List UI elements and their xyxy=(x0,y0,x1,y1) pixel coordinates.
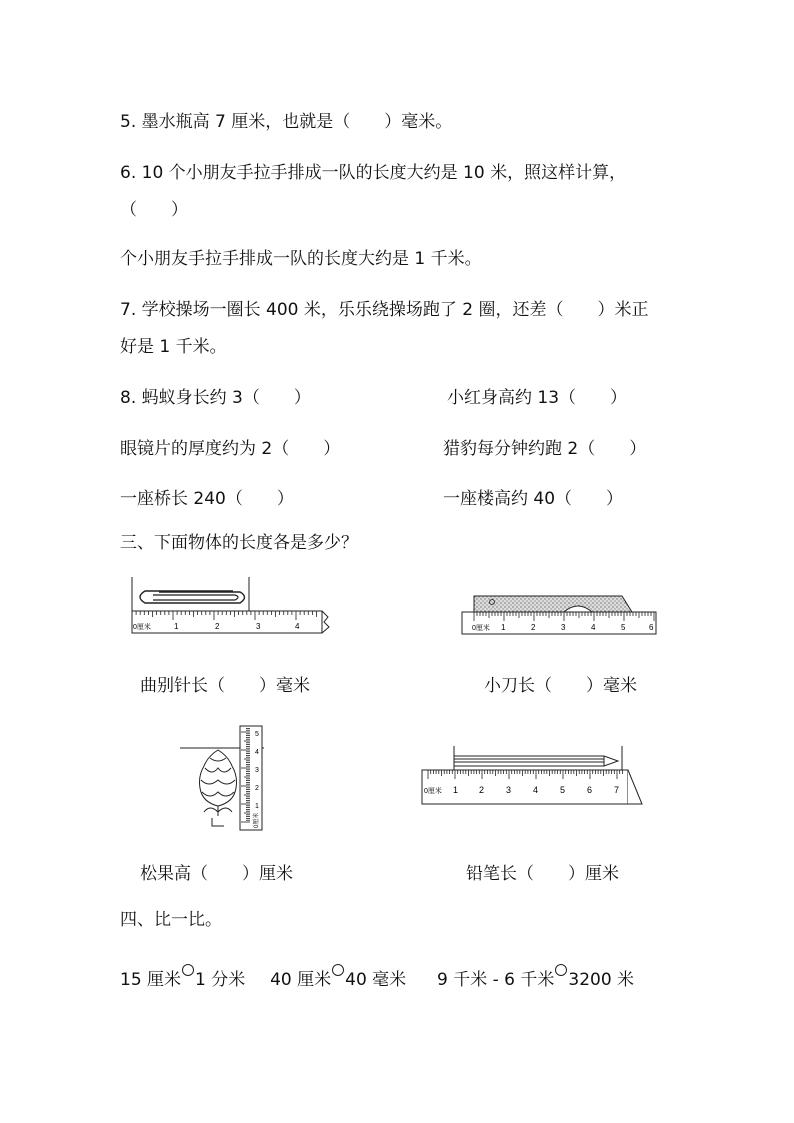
compare-3-right: 3200 米 xyxy=(568,970,635,990)
compare-circle-3[interactable] xyxy=(555,964,567,976)
ruler3-label-1: 1 xyxy=(255,803,259,810)
compare-2-left: 40 厘米 xyxy=(270,970,332,990)
question-8f: 一座楼高约 40（ ） xyxy=(443,489,624,509)
question-6-blank: （ ） xyxy=(120,200,188,220)
question-8c: 眼镜片的厚度约为 2（ ） xyxy=(120,439,341,459)
section-3-title: 三、下面物体的长度各是多少？ xyxy=(120,533,358,553)
knife-caption: 小刀长（ ）毫米 xyxy=(484,676,637,696)
ruler3-label-3: 3 xyxy=(255,767,259,774)
compare-1-right: 1 分米 xyxy=(195,970,246,990)
ruler2-label-4: 4 xyxy=(591,623,596,632)
ruler1-label-0: 0厘米 xyxy=(133,624,151,631)
paperclip-caption: 曲别针长（ ）毫米 xyxy=(140,676,310,696)
ruler2-label-1: 1 xyxy=(501,623,506,632)
ruler4-label-7: 7 xyxy=(614,785,620,795)
ruler4-label-3: 3 xyxy=(506,785,512,795)
paperclip-icon xyxy=(140,591,245,603)
knife-icon xyxy=(474,596,632,612)
question-8b: 小红身高约 13（ ） xyxy=(447,388,628,408)
ruler1-label-4: 4 xyxy=(295,622,300,631)
ruler4-label-0: 0厘米 xyxy=(424,788,442,795)
pinecone-caption: 松果高（ ）厘米 xyxy=(140,864,293,884)
knife-ruler-figure xyxy=(460,590,662,638)
question-8d: 猎豹每分钟约跑 2（ ） xyxy=(443,439,647,459)
ruler2-label-2: 2 xyxy=(531,623,536,632)
compare-2-right: 40 毫米 xyxy=(345,970,407,990)
ruler1-label-2: 2 xyxy=(215,622,220,631)
ruler4-label-6: 6 xyxy=(587,785,593,795)
question-8a: 8. 蚂蚁身长约 3（ ） xyxy=(120,388,311,408)
ruler3-label-5: 5 xyxy=(255,731,259,738)
compare-row xyxy=(120,964,634,990)
ruler2-label-6: 6 xyxy=(649,623,654,632)
ruler4-label-4: 4 xyxy=(533,785,539,795)
compare-circle-2[interactable] xyxy=(332,964,344,976)
compare-1-left: 15 厘米 xyxy=(120,970,182,990)
question-8e: 一座桥长 240（ ） xyxy=(120,489,294,509)
pinecone-icon xyxy=(200,750,237,826)
question-6-line2: 个小朋友手拉手排成一队的长度大约是 1 千米。 xyxy=(120,249,482,269)
ruler1-label-3: 3 xyxy=(256,622,261,631)
ruler2-label-0: 0厘米 xyxy=(472,625,490,632)
section-4-title: 四、比一比。 xyxy=(120,910,222,930)
ruler2-label-5: 5 xyxy=(621,623,626,632)
pencil-caption: 铅笔长（ ）厘米 xyxy=(466,864,619,884)
question-7-line2: 好是 1 千米。 xyxy=(120,337,227,357)
compare-circle-1[interactable] xyxy=(182,964,194,976)
pencil-icon xyxy=(454,756,618,766)
ruler3-label-2: 2 xyxy=(255,785,259,792)
ruler4-label-1: 1 xyxy=(453,785,459,795)
compare-3-left: 9 千米 - 6 千米 xyxy=(437,970,555,990)
question-5: 5. 墨水瓶高 7 厘米，也就是（ ）毫米。 xyxy=(120,112,453,132)
pencil-ruler-figure xyxy=(420,742,648,808)
ruler3-label-0: 0厘米 xyxy=(254,812,260,828)
ruler1-label-1: 1 xyxy=(174,622,179,631)
question-7-line1: 7. 学校操场一圈长 400 米，乐乐绕操场跑了 2 圈，还差（ ）米正 xyxy=(120,300,649,320)
question-6-line1: 6. 10 个小朋友手拉手排成一队的长度大约是 10 米，照这样计算， xyxy=(120,163,627,183)
ruler3-label-4: 4 xyxy=(255,749,259,756)
paperclip-ruler-figure xyxy=(125,577,335,639)
ruler4-label-2: 2 xyxy=(479,785,485,795)
ruler2-label-3: 3 xyxy=(561,623,566,632)
ruler4-label-5: 5 xyxy=(560,785,566,795)
pinecone-ruler-figure xyxy=(178,722,278,834)
